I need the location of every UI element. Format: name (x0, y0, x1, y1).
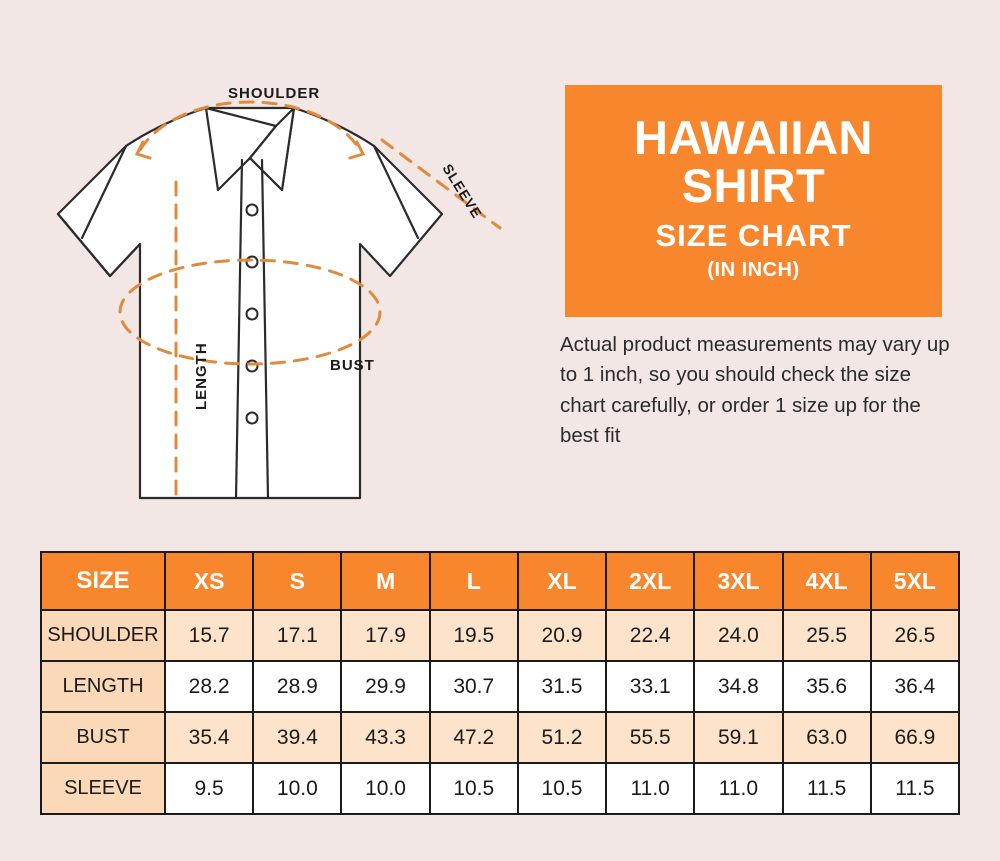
cell-shoulder-3xl: 24.0 (694, 610, 782, 661)
title-main (634, 111, 873, 212)
label-bust: BUST (330, 357, 375, 374)
shirt-illustration (30, 30, 550, 520)
cell-sleeve-l: 10.5 (430, 763, 518, 814)
table-header-row (41, 552, 959, 610)
cell-bust-m: 43.3 (341, 712, 429, 763)
cell-sleeve-xl: 10.5 (518, 763, 606, 814)
size-chart-table-wrap (40, 551, 960, 815)
table-header-4xl: 4XL (783, 552, 871, 610)
table-header-m: M (341, 552, 429, 610)
cell-bust-xl: 51.2 (518, 712, 606, 763)
table-row (41, 763, 959, 814)
table-header-l: L (430, 552, 518, 610)
cell-bust-2xl: 55.5 (606, 712, 694, 763)
table-header-xl: XL (518, 552, 606, 610)
table-header-xs: XS (165, 552, 253, 610)
cell-length-xs: 28.2 (165, 661, 253, 712)
row-label-sleeve: SLEEVE (41, 763, 165, 814)
table-body (41, 610, 959, 814)
shirt-diagram-svg (30, 30, 550, 520)
table-header-5xl: 5XL (871, 552, 959, 610)
row-label-shoulder: SHOULDER (41, 610, 165, 661)
cell-shoulder-5xl: 26.5 (871, 610, 959, 661)
cell-sleeve-m: 10.0 (341, 763, 429, 814)
label-sleeve: SLEEVE (439, 161, 486, 222)
cell-shoulder-4xl: 25.5 (783, 610, 871, 661)
cell-sleeve-2xl: 11.0 (606, 763, 694, 814)
table-row (41, 712, 959, 763)
title-line-1: HAWAIIAN (634, 111, 873, 165)
table-header (41, 552, 959, 610)
cell-length-3xl: 34.8 (694, 661, 782, 712)
table-row (41, 661, 959, 712)
cell-length-5xl: 36.4 (871, 661, 959, 712)
table-header-2xl: 2XL (606, 552, 694, 610)
cell-sleeve-xs: 9.5 (165, 763, 253, 814)
row-label-length: LENGTH (41, 661, 165, 712)
cell-bust-3xl: 59.1 (694, 712, 782, 763)
cell-sleeve-3xl: 11.0 (694, 763, 782, 814)
cell-sleeve-s: 10.0 (253, 763, 341, 814)
cell-length-4xl: 35.6 (783, 661, 871, 712)
cell-bust-s: 39.4 (253, 712, 341, 763)
cell-length-2xl: 33.1 (606, 661, 694, 712)
cell-length-s: 28.9 (253, 661, 341, 712)
cell-length-l: 30.7 (430, 661, 518, 712)
title-card (565, 85, 942, 317)
cell-shoulder-xl: 20.9 (518, 610, 606, 661)
cell-sleeve-5xl: 11.5 (871, 763, 959, 814)
measurement-note: Actual product measurements may vary up to 1 inch, so you should check the size chart carefully, or order 1 size up for the best fit (560, 333, 950, 447)
table-row (41, 610, 959, 661)
row-label-bust: BUST (41, 712, 165, 763)
table-header-size: SIZE (41, 552, 165, 610)
size-chart-table (40, 551, 960, 815)
label-shoulder: SHOULDER (228, 85, 321, 102)
cell-bust-5xl: 66.9 (871, 712, 959, 763)
table-header-s: S (253, 552, 341, 610)
cell-shoulder-m: 17.9 (341, 610, 429, 661)
cell-length-xl: 31.5 (518, 661, 606, 712)
cell-bust-xs: 35.4 (165, 712, 253, 763)
table-header-3xl: 3XL (694, 552, 782, 610)
cell-length-m: 29.9 (341, 661, 429, 712)
title-unit: (IN INCH) (707, 258, 800, 281)
title-line-2: SHIRT (681, 159, 826, 212)
cell-bust-l: 47.2 (430, 712, 518, 763)
cell-shoulder-s: 17.1 (253, 610, 341, 661)
label-length: LENGTH (193, 342, 210, 410)
cell-sleeve-4xl: 11.5 (783, 763, 871, 814)
cell-shoulder-2xl: 22.4 (606, 610, 694, 661)
cell-bust-4xl: 63.0 (783, 712, 871, 763)
cell-shoulder-xs: 15.7 (165, 610, 253, 661)
cell-shoulder-l: 19.5 (430, 610, 518, 661)
title-subtitle: SIZE CHART (655, 217, 852, 253)
